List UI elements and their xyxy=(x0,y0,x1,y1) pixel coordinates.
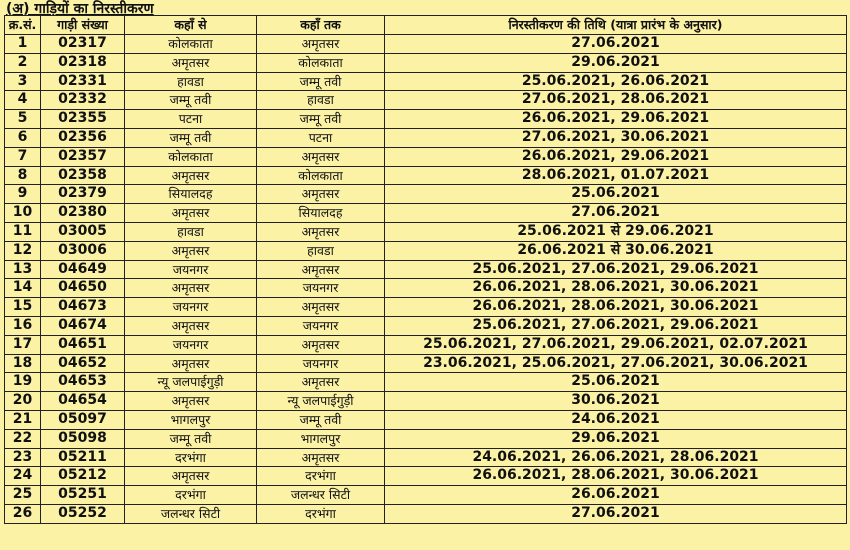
serial-no-cell: 20 xyxy=(5,392,41,411)
to-station-cell: दरभंगा xyxy=(257,467,385,486)
serial-no-cell: 22 xyxy=(5,429,41,448)
from-station-cell: सियालदह xyxy=(125,185,257,204)
from-station-cell: कोलकाता xyxy=(125,35,257,54)
from-station-cell: अमृतसर xyxy=(125,316,257,335)
to-station-cell: न्यू जलपाईगुड़ी xyxy=(257,392,385,411)
from-station-cell: जम्मू तवी xyxy=(125,91,257,110)
page-title: (अ) गाड़ियों का निरस्तीकरण xyxy=(6,1,154,17)
table-row xyxy=(5,448,847,467)
to-station-cell: जम्मू तवी xyxy=(257,72,385,91)
to-station-cell: अमृतसर xyxy=(257,335,385,354)
serial-no-cell: 13 xyxy=(5,260,41,279)
serial-no-cell: 14 xyxy=(5,279,41,298)
train-number-cell: 02357 xyxy=(41,147,125,166)
from-station-cell: अमृतसर xyxy=(125,241,257,260)
cancellation-table xyxy=(4,15,847,524)
from-station-cell: अमृतसर xyxy=(125,204,257,223)
train-number-cell: 04674 xyxy=(41,316,125,335)
from-station-cell: जयनगर xyxy=(125,298,257,317)
from-station-cell: जम्मू तवी xyxy=(125,429,257,448)
from-station-cell: अमृतसर xyxy=(125,53,257,72)
cancellation-dates-cell: 27.06.2021 xyxy=(385,504,847,523)
table-row xyxy=(5,91,847,110)
serial-no-cell: 3 xyxy=(5,72,41,91)
to-station-cell: कोलकाता xyxy=(257,53,385,72)
to-station-cell: जम्मू तवी xyxy=(257,110,385,129)
to-station-cell: हावडा xyxy=(257,91,385,110)
table-row xyxy=(5,166,847,185)
train-number-cell: 04651 xyxy=(41,335,125,354)
to-station-cell: अमृतसर xyxy=(257,222,385,241)
cancellation-dates-cell: 24.06.2021 xyxy=(385,410,847,429)
table-row xyxy=(5,410,847,429)
table-row xyxy=(5,504,847,523)
table-row xyxy=(5,241,847,260)
to-station-cell: जयनगर xyxy=(257,316,385,335)
train-number-cell: 02380 xyxy=(41,204,125,223)
to-station-cell: भागलपुर xyxy=(257,429,385,448)
serial-no-cell: 8 xyxy=(5,166,41,185)
train-number-cell: 04650 xyxy=(41,279,125,298)
from-station-cell: कोलकाता xyxy=(125,147,257,166)
cancellation-dates-cell: 25.06.2021 xyxy=(385,373,847,392)
train-number-cell: 02355 xyxy=(41,110,125,129)
to-station-cell: जयनगर xyxy=(257,279,385,298)
to-station-cell: सियालदह xyxy=(257,204,385,223)
cancellation-dates-cell: 24.06.2021, 26.06.2021, 28.06.2021 xyxy=(385,448,847,467)
serial-no-cell: 26 xyxy=(5,504,41,523)
to-station-cell: जलन्धर सिटी xyxy=(257,486,385,505)
cancellation-dates-cell: 27.06.2021 xyxy=(385,35,847,54)
table-row xyxy=(5,298,847,317)
serial-no-cell: 19 xyxy=(5,373,41,392)
from-station-cell: जलन्धर सिटी xyxy=(125,504,257,523)
table-row xyxy=(5,147,847,166)
train-number-cell: 05211 xyxy=(41,448,125,467)
serial-no-cell: 2 xyxy=(5,53,41,72)
table-row xyxy=(5,429,847,448)
to-station-cell: जम्मू तवी xyxy=(257,410,385,429)
train-number-cell: 04654 xyxy=(41,392,125,411)
table-row xyxy=(5,316,847,335)
table-row xyxy=(5,354,847,373)
train-number-cell: 04652 xyxy=(41,354,125,373)
cancellation-dates-cell: 23.06.2021, 25.06.2021, 27.06.2021, 30.06.2021 xyxy=(385,354,847,373)
train-number-cell: 05098 xyxy=(41,429,125,448)
cancellation-dates-cell: 25.06.2021 xyxy=(385,185,847,204)
train-number-cell: 05251 xyxy=(41,486,125,505)
train-number-cell: 03006 xyxy=(41,241,125,260)
table-row xyxy=(5,392,847,411)
to-station-cell: कोलकाता xyxy=(257,166,385,185)
cancellation-dates-cell: 29.06.2021 xyxy=(385,53,847,72)
table-row xyxy=(5,204,847,223)
train-number-cell: 02356 xyxy=(41,128,125,147)
from-station-cell: हावडा xyxy=(125,222,257,241)
to-station-cell: पटना xyxy=(257,128,385,147)
serial-no-cell: 4 xyxy=(5,91,41,110)
from-station-cell: पटना xyxy=(125,110,257,129)
header-to: कहाँ तक xyxy=(257,16,385,35)
table-row xyxy=(5,279,847,298)
serial-no-cell: 5 xyxy=(5,110,41,129)
train-number-cell: 03005 xyxy=(41,222,125,241)
serial-no-cell: 24 xyxy=(5,467,41,486)
cancellation-dates-cell: 27.06.2021, 28.06.2021 xyxy=(385,91,847,110)
table-row xyxy=(5,110,847,129)
from-station-cell: अमृतसर xyxy=(125,279,257,298)
serial-no-cell: 23 xyxy=(5,448,41,467)
cancellation-dates-cell: 26.06.2021, 29.06.2021 xyxy=(385,147,847,166)
cancellation-dates-cell: 29.06.2021 xyxy=(385,429,847,448)
cancellation-dates-cell: 27.06.2021 xyxy=(385,204,847,223)
from-station-cell: दरभंगा xyxy=(125,486,257,505)
from-station-cell: न्यू जलपाईगुड़ी xyxy=(125,373,257,392)
header-cancellation-dates: निरस्तीकरण की तिथि (यात्रा प्रारंभ के अनुसार) xyxy=(385,16,847,35)
train-number-cell: 02332 xyxy=(41,91,125,110)
table-row xyxy=(5,185,847,204)
to-station-cell: अमृतसर xyxy=(257,185,385,204)
cancellation-dates-cell: 25.06.2021 से 29.06.2021 xyxy=(385,222,847,241)
cancellation-dates-cell: 26.06.2021 से 30.06.2021 xyxy=(385,241,847,260)
serial-no-cell: 15 xyxy=(5,298,41,317)
cancellation-dates-cell: 26.06.2021, 28.06.2021, 30.06.2021 xyxy=(385,279,847,298)
serial-no-cell: 1 xyxy=(5,35,41,54)
from-station-cell: जम्मू तवी xyxy=(125,128,257,147)
table-row xyxy=(5,128,847,147)
cancellation-dates-cell: 25.06.2021, 26.06.2021 xyxy=(385,72,847,91)
train-number-cell: 02358 xyxy=(41,166,125,185)
train-number-cell: 05212 xyxy=(41,467,125,486)
from-station-cell: भागलपुर xyxy=(125,410,257,429)
serial-no-cell: 16 xyxy=(5,316,41,335)
cancellation-dates-cell: 25.06.2021, 27.06.2021, 29.06.2021, 02.07.2021 xyxy=(385,335,847,354)
to-station-cell: अमृतसर xyxy=(257,35,385,54)
table-row xyxy=(5,486,847,505)
train-number-cell: 02317 xyxy=(41,35,125,54)
cancellation-dates-cell: 26.06.2021 xyxy=(385,486,847,505)
from-station-cell: दरभंगा xyxy=(125,448,257,467)
serial-no-cell: 6 xyxy=(5,128,41,147)
cancellation-dates-cell: 28.06.2021, 01.07.2021 xyxy=(385,166,847,185)
to-station-cell: अमृतसर xyxy=(257,448,385,467)
train-number-cell: 05097 xyxy=(41,410,125,429)
table-row xyxy=(5,373,847,392)
header-row xyxy=(5,16,847,35)
cancellation-dates-cell: 25.06.2021, 27.06.2021, 29.06.2021 xyxy=(385,260,847,279)
serial-no-cell: 17 xyxy=(5,335,41,354)
cancellation-dates-cell: 27.06.2021, 30.06.2021 xyxy=(385,128,847,147)
serial-no-cell: 18 xyxy=(5,354,41,373)
to-station-cell: अमृतसर xyxy=(257,147,385,166)
to-station-cell: अमृतसर xyxy=(257,260,385,279)
cancellation-dates-cell: 26.06.2021, 29.06.2021 xyxy=(385,110,847,129)
header-from: कहाँ से xyxy=(125,16,257,35)
cancellation-dates-cell: 26.06.2021, 28.06.2021, 30.06.2021 xyxy=(385,298,847,317)
to-station-cell: हावडा xyxy=(257,241,385,260)
to-station-cell: अमृतसर xyxy=(257,373,385,392)
train-number-cell: 02379 xyxy=(41,185,125,204)
serial-no-cell: 7 xyxy=(5,147,41,166)
serial-no-cell: 10 xyxy=(5,204,41,223)
train-number-cell: 05252 xyxy=(41,504,125,523)
cancellation-dates-cell: 30.06.2021 xyxy=(385,392,847,411)
table-row xyxy=(5,53,847,72)
serial-no-cell: 21 xyxy=(5,410,41,429)
header-serial-no: क्र.सं. xyxy=(5,16,41,35)
table-row xyxy=(5,467,847,486)
train-number-cell: 02318 xyxy=(41,53,125,72)
from-station-cell: हावडा xyxy=(125,72,257,91)
serial-no-cell: 11 xyxy=(5,222,41,241)
from-station-cell: अमृतसर xyxy=(125,467,257,486)
header-train-no: गाड़ी संख्या xyxy=(41,16,125,35)
train-number-cell: 04649 xyxy=(41,260,125,279)
from-station-cell: अमृतसर xyxy=(125,166,257,185)
from-station-cell: अमृतसर xyxy=(125,354,257,373)
cancellation-dates-cell: 26.06.2021, 28.06.2021, 30.06.2021 xyxy=(385,467,847,486)
from-station-cell: जयनगर xyxy=(125,335,257,354)
table-row xyxy=(5,35,847,54)
to-station-cell: अमृतसर xyxy=(257,298,385,317)
from-station-cell: अमृतसर xyxy=(125,392,257,411)
serial-no-cell: 12 xyxy=(5,241,41,260)
table-row xyxy=(5,260,847,279)
to-station-cell: दरभंगा xyxy=(257,504,385,523)
table-row xyxy=(5,335,847,354)
table-row xyxy=(5,222,847,241)
train-number-cell: 02331 xyxy=(41,72,125,91)
train-number-cell: 04673 xyxy=(41,298,125,317)
cancellation-dates-cell: 25.06.2021, 27.06.2021, 29.06.2021 xyxy=(385,316,847,335)
serial-no-cell: 9 xyxy=(5,185,41,204)
to-station-cell: जयनगर xyxy=(257,354,385,373)
from-station-cell: जयनगर xyxy=(125,260,257,279)
table-row xyxy=(5,72,847,91)
train-number-cell: 04653 xyxy=(41,373,125,392)
serial-no-cell: 25 xyxy=(5,486,41,505)
